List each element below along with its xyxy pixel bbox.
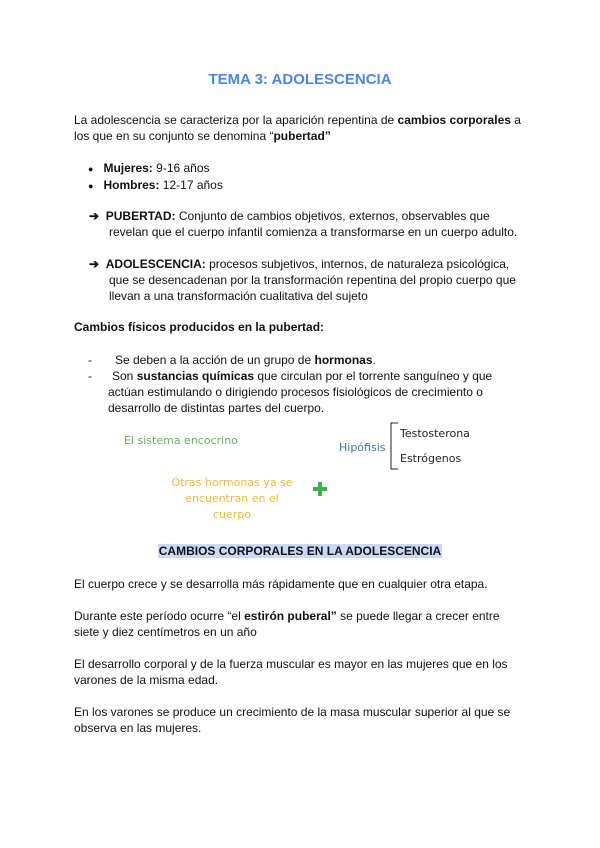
definition-pubertad — [89, 208, 517, 240]
age-value: 12-17 años — [159, 178, 223, 192]
definition-text: llevan a una transformación cualitativa del sujeto — [109, 289, 368, 303]
list-text: desarrollo de distintas partes del cuerpo. — [108, 401, 325, 415]
age-list — [88, 160, 223, 194]
body-text: Durante este período ocurre “el — [74, 609, 245, 623]
list-text: que circulan por el torrente sanguíneo y que — [254, 369, 493, 383]
list-bold: hormonas — [314, 353, 373, 367]
intro-text: los que en su conjunto se denomina “ — [74, 129, 274, 143]
body-text: se puede llegar a crecer entre — [336, 609, 500, 623]
highlighted-heading: CAMBIOS CORPORALES EN LA ADOLESCENCIA — [158, 544, 442, 558]
list-text: actúan estimulando o dirigiendo procesos fisiológicos de crecimiento o — [108, 385, 483, 399]
bracket-icon — [388, 422, 400, 470]
body-text: En los varones se produce un crecimiento de la masa muscular superior al que se — [74, 705, 511, 719]
age-label: Mujeres: — [103, 161, 153, 175]
list-item — [88, 177, 223, 194]
note-line: encuentran en el cuerpo — [185, 492, 279, 521]
intro-bold: pubertad” — [273, 129, 331, 143]
list-item — [88, 352, 492, 368]
definition-text: que se desencadenan por la transformación repentina del propio cuerpo que — [109, 273, 516, 287]
endocrine-label: El sistema encocrino — [124, 434, 238, 447]
age-label: Hombres: — [103, 178, 160, 192]
definition-text: Conjunto de cambios objetivos, externos, observables que — [175, 209, 490, 223]
definition-adolescencia — [89, 256, 516, 304]
hipofisis-label: Hipófisis — [339, 441, 386, 454]
intro-text: a — [510, 113, 521, 127]
body-paragraph: El cuerpo crece y se desarrolla más rápidamente que en cualquier otra etapa. — [74, 577, 488, 591]
body-paragraph — [74, 608, 544, 640]
body-text: varones de la misma edad. — [74, 673, 219, 687]
intro-bold: cambios corporales — [397, 113, 511, 127]
age-value: 9-16 años — [152, 161, 210, 175]
arrow-icon: ➔ — [89, 209, 100, 223]
body-paragraph — [74, 704, 544, 736]
section-subheading: Cambios físicos producidos en la pubertad: — [74, 320, 325, 334]
hormone-list — [88, 352, 492, 416]
body-text: observa en las mujeres. — [74, 721, 202, 735]
list-bold: sustancias químicas — [136, 369, 255, 383]
note-line: Otras hormonas ya se — [171, 476, 293, 489]
list-item — [88, 160, 223, 177]
body-paragraph — [74, 656, 544, 688]
body-text: siete y diez centímetros en un año — [74, 625, 257, 639]
other-hormones-note — [170, 475, 294, 523]
estrogenos-label: Estrógenos — [400, 452, 462, 465]
list-text: . — [372, 353, 376, 367]
definition-label: PUBERTAD: — [105, 209, 176, 223]
section-heading — [0, 544, 600, 558]
intro-paragraph — [74, 112, 544, 144]
body-bold: estirón puberal” — [244, 609, 337, 623]
bullet-icon: ● — [88, 164, 94, 174]
intro-text: La adolescencia se caracteriza por la aparición repentina de — [74, 113, 398, 127]
list-text: Se deben a la acción de un grupo de — [115, 353, 315, 367]
list-item — [88, 368, 492, 384]
page-title: TEMA 3: ADOLESCENCIA — [208, 71, 392, 88]
list-text: Son — [112, 369, 137, 383]
definition-text: procesos subjetivos, internos, de naturaleza psicológica, — [205, 257, 510, 271]
dash-icon: - — [88, 353, 92, 367]
arrow-icon: ➔ — [89, 257, 100, 271]
dash-icon: - — [88, 369, 92, 383]
definition-label: ADOLESCENCIA: — [105, 257, 206, 271]
body-text: El desarrollo corporal y de la fuerza muscular es mayor en las mujeres que en los — [74, 657, 508, 671]
definition-text: revelan que el cuerpo infantil comienza a transformarse en un cuerpo adulto. — [109, 225, 518, 239]
testosterona-label: Testosterona — [400, 427, 470, 440]
bullet-icon: ● — [88, 181, 94, 191]
plus-icon — [312, 481, 328, 497]
